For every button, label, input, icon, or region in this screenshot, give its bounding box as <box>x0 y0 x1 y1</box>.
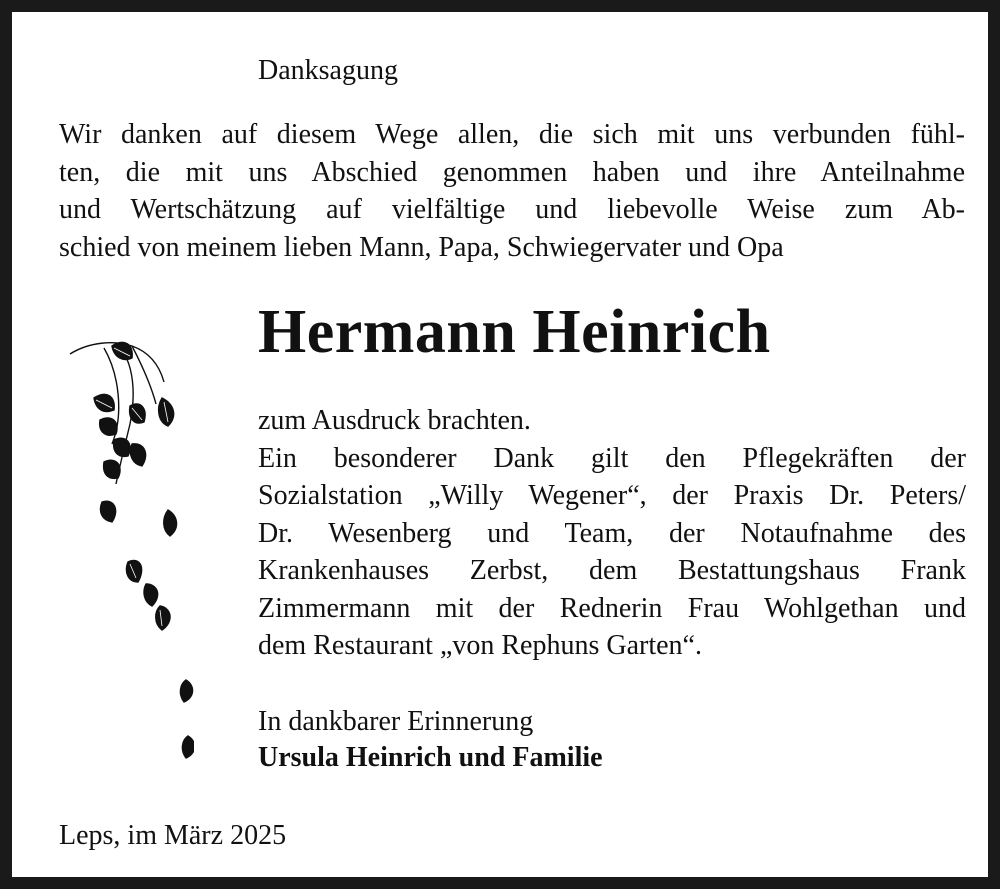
thanks-line: Krankenhauses Zerbst, dem Bestattungshaus Frank <box>258 555 966 586</box>
thanks-line: Ein besonderer Dank gilt den Pflegekräften der <box>258 442 966 474</box>
intro-line: ten, die mit uns Abschied genommen haben und ihre Anteilnahme <box>59 156 965 188</box>
signer-name: Ursula Heinrich und Familie <box>258 742 603 773</box>
intro-paragraph <box>59 116 965 266</box>
notice-heading: Danksagung <box>258 55 398 86</box>
deceased-name: Hermann Heinrich <box>258 298 771 366</box>
intro-line: schied von meinem lieben Mann, Papa, Schwiegervater und Opa <box>59 231 784 263</box>
thanks-line: zum Ausdruck brachten. <box>258 405 531 436</box>
intro-line: und Wertschätzung auf vielfältige und liebevolle Weise zum Ab- <box>59 194 965 225</box>
thanks-line: Sozialstation „Willy Wegener“, der Praxis Dr. Peters/ <box>258 480 966 511</box>
falling-leaves-icon <box>64 334 194 774</box>
place-and-date: Leps, im März 2025 <box>59 820 287 851</box>
thanks-line: Zimmermann mit der Rednerin Frau Wohlgethan und <box>258 592 966 624</box>
thanks-line: Dr. Wesenberg und Team, der Notaufnahme des <box>258 517 966 549</box>
thanks-paragraph <box>258 402 966 665</box>
intro-line: Wir danken auf diesem Wege allen, die sich mit uns verbunden fühl- <box>59 119 965 150</box>
thanks-line: dem Restaurant „von Rephuns Garten“. <box>258 630 702 661</box>
closing-phrase: In dankbarer Erinnerung <box>258 706 534 737</box>
